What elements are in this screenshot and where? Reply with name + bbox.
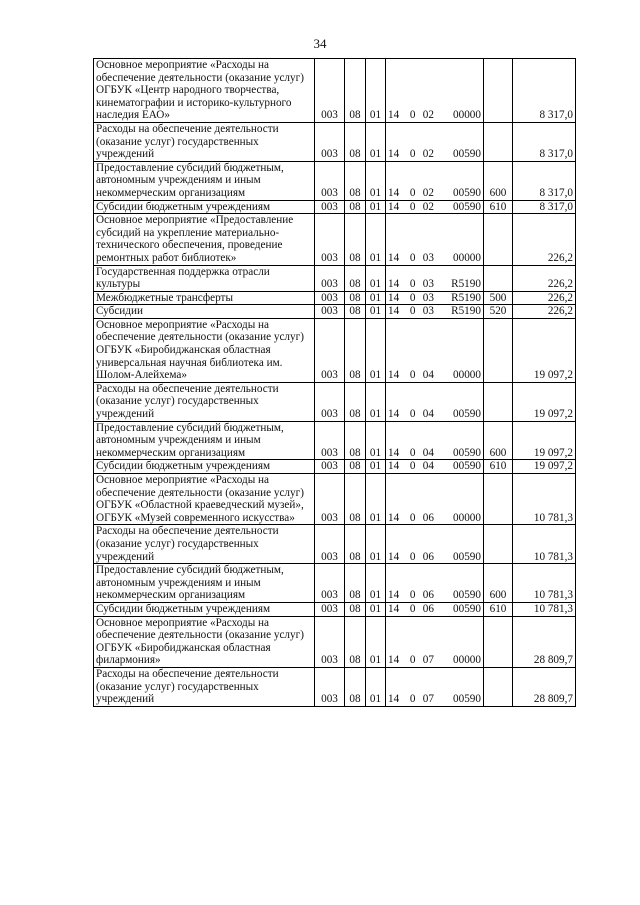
- section-code: 08: [345, 421, 366, 460]
- program-code: 14: [388, 291, 400, 304]
- expense-type-code: 520: [484, 305, 513, 319]
- direction-code: 00590: [453, 148, 481, 161]
- expense-type-code: 610: [484, 602, 513, 616]
- subprogram-code: 0: [409, 291, 416, 304]
- expense-type-code: 610: [484, 200, 513, 214]
- row-name: Основное мероприятие «Расходы на обеспечение деятельности (оказание услуг) ОГБУК «Центр народного творчества, кинематографии и историко-культурного наследия ЕАО»: [94, 59, 315, 123]
- section-code: 08: [345, 382, 366, 421]
- table-row: [94, 525, 576, 564]
- subprogram-code: 0: [409, 408, 416, 421]
- row-name: Субсидии: [94, 305, 315, 319]
- expense-type-code: [484, 474, 513, 525]
- direction-code: 00590: [453, 602, 481, 615]
- ministry-code: 003: [315, 564, 345, 603]
- expense-type-code: [484, 616, 513, 667]
- amount: 226,2: [513, 291, 576, 305]
- subsection-code: 01: [366, 59, 386, 123]
- direction-code: 00590: [453, 693, 481, 706]
- expense-type-code: [484, 525, 513, 564]
- subsection-code: 01: [366, 291, 386, 305]
- section-code: 08: [345, 616, 366, 667]
- program-code: 14: [388, 602, 400, 615]
- expense-type-code: [484, 59, 513, 123]
- row-name: Предоставление субсидий бюджетным, автономным учреждениям и иным некоммерческим организациям: [94, 564, 315, 603]
- amount: 19 097,2: [513, 318, 576, 382]
- amount: 19 097,2: [513, 382, 576, 421]
- amount: 226,2: [513, 214, 576, 265]
- amount: 10 781,3: [513, 525, 576, 564]
- expense-type-code: 610: [484, 460, 513, 474]
- direction-code: 00590: [453, 200, 481, 213]
- program-code: 14: [388, 460, 400, 473]
- table-row: [94, 200, 576, 214]
- subprogram-code: 0: [409, 278, 416, 291]
- subprogram-code: 0: [409, 460, 416, 473]
- ministry-code: 003: [315, 318, 345, 382]
- table-row: [94, 667, 576, 706]
- program-code: 14: [388, 589, 400, 602]
- row-name: Основное мероприятие «Расходы на обеспечение деятельности (оказание услуг) ОГБУК «Областной краеведческий музей», ОГБУК «Музей современного искусства»: [94, 474, 315, 525]
- activity-code: 03: [422, 291, 434, 304]
- expense-type-code: [484, 265, 513, 291]
- target-article-code: [386, 382, 484, 421]
- amount: 10 781,3: [513, 564, 576, 603]
- subprogram-code: 0: [409, 589, 416, 602]
- subprogram-code: 0: [409, 602, 416, 615]
- section-code: 08: [345, 161, 366, 200]
- activity-code: 06: [422, 511, 434, 524]
- expense-type-code: 600: [484, 161, 513, 200]
- subsection-code: 01: [366, 122, 386, 161]
- amount: 28 809,7: [513, 616, 576, 667]
- amount: 8 317,0: [513, 161, 576, 200]
- activity-code: 06: [422, 550, 434, 563]
- activity-code: 04: [422, 408, 434, 421]
- table-row: [94, 265, 576, 291]
- target-article-code: [386, 616, 484, 667]
- section-code: 08: [345, 59, 366, 123]
- direction-code: 00590: [453, 186, 481, 199]
- program-code: 14: [388, 305, 400, 318]
- ministry-code: 003: [315, 667, 345, 706]
- direction-code: 00590: [453, 446, 481, 459]
- program-code: 14: [388, 251, 400, 264]
- page-number: 34: [313, 36, 327, 51]
- row-name: Субсидии бюджетным учреждениям: [94, 460, 315, 474]
- amount: 19 097,2: [513, 421, 576, 460]
- subprogram-code: 0: [409, 369, 416, 382]
- subprogram-code: 0: [409, 446, 416, 459]
- program-code: 14: [388, 200, 400, 213]
- program-code: 14: [388, 446, 400, 459]
- subsection-code: 01: [366, 667, 386, 706]
- target-article-code: [386, 214, 484, 265]
- activity-code: 03: [422, 251, 434, 264]
- row-name: Государственная поддержка отрасли культуры: [94, 265, 315, 291]
- section-code: 08: [345, 460, 366, 474]
- ministry-code: 003: [315, 291, 345, 305]
- ministry-code: 003: [315, 214, 345, 265]
- expense-type-code: 600: [484, 564, 513, 603]
- activity-code: 02: [422, 148, 434, 161]
- row-name: Расходы на обеспечение деятельности (оказание услуг) государственных учреждений: [94, 667, 315, 706]
- subsection-code: 01: [366, 214, 386, 265]
- row-name: Расходы на обеспечение деятельности (оказание услуг) государственных учреждений: [94, 525, 315, 564]
- ministry-code: 003: [315, 602, 345, 616]
- table-row: [94, 616, 576, 667]
- table-row: [94, 564, 576, 603]
- direction-code: 00590: [453, 589, 481, 602]
- section-code: 08: [345, 291, 366, 305]
- subsection-code: 01: [366, 602, 386, 616]
- table-row: [94, 161, 576, 200]
- direction-code: 00000: [453, 654, 481, 667]
- table-row: [94, 291, 576, 305]
- ministry-code: 003: [315, 59, 345, 123]
- ministry-code: 003: [315, 460, 345, 474]
- expense-type-code: [484, 382, 513, 421]
- table-row: [94, 460, 576, 474]
- direction-code: 00000: [453, 511, 481, 524]
- table-row: [94, 602, 576, 616]
- subprogram-code: 0: [409, 148, 416, 161]
- expense-type-code: 500: [484, 291, 513, 305]
- program-code: 14: [388, 693, 400, 706]
- expense-type-code: [484, 122, 513, 161]
- target-article-code: [386, 602, 484, 616]
- target-article-code: [386, 460, 484, 474]
- section-code: 08: [345, 265, 366, 291]
- program-code: 14: [388, 109, 400, 122]
- ministry-code: 003: [315, 265, 345, 291]
- program-code: 14: [388, 511, 400, 524]
- row-name: Расходы на обеспечение деятельности (оказание услуг) государственных учреждений: [94, 122, 315, 161]
- target-article-code: [386, 474, 484, 525]
- subprogram-code: 0: [409, 305, 416, 318]
- target-article-code: [386, 421, 484, 460]
- subsection-code: 01: [366, 564, 386, 603]
- row-name: Основное мероприятие «Расходы на обеспечение деятельности (оказание услуг) ОГБУК «Биробиджанская областная филармония»: [94, 616, 315, 667]
- activity-code: 02: [422, 200, 434, 213]
- table-row: [94, 474, 576, 525]
- table-row: [94, 318, 576, 382]
- section-code: 08: [345, 564, 366, 603]
- subsection-code: 01: [366, 161, 386, 200]
- ministry-code: 003: [315, 421, 345, 460]
- ministry-code: 003: [315, 474, 345, 525]
- subsection-code: 01: [366, 474, 386, 525]
- amount: 10 781,3: [513, 474, 576, 525]
- subsection-code: 01: [366, 200, 386, 214]
- subprogram-code: 0: [409, 511, 416, 524]
- subsection-code: 01: [366, 421, 386, 460]
- table-row: [94, 421, 576, 460]
- section-code: 08: [345, 122, 366, 161]
- amount: 226,2: [513, 305, 576, 319]
- expense-type-code: [484, 667, 513, 706]
- target-article-code: [386, 59, 484, 123]
- table-row: [94, 382, 576, 421]
- subsection-code: 01: [366, 525, 386, 564]
- amount: 8 317,0: [513, 59, 576, 123]
- row-name: Основное мероприятие «Расходы на обеспечение деятельности (оказание услуг) ОГБУК «Биробиджанская областная универсальная научная библиотека им. Шолом-Алейхема»: [94, 318, 315, 382]
- expense-type-code: 600: [484, 421, 513, 460]
- activity-code: 02: [422, 109, 434, 122]
- table-row: [94, 59, 576, 123]
- section-code: 08: [345, 214, 366, 265]
- row-name: Субсидии бюджетным учреждениям: [94, 200, 315, 214]
- section-code: 08: [345, 305, 366, 319]
- subprogram-code: 0: [409, 654, 416, 667]
- direction-code: 00590: [453, 460, 481, 473]
- activity-code: 04: [422, 446, 434, 459]
- row-name: Основное мероприятие «Предоставление субсидий на укрепление материально-технического обеспечения, проведение ремонтных работ библиотек»: [94, 214, 315, 265]
- direction-code: 00000: [453, 369, 481, 382]
- row-name: Межбюджетные трансферты: [94, 291, 315, 305]
- activity-code: 03: [422, 278, 434, 291]
- target-article-code: [386, 200, 484, 214]
- direction-code: 00590: [453, 550, 481, 563]
- row-name: Предоставление субсидий бюджетным, автономным учреждениям и иным некоммерческим организациям: [94, 421, 315, 460]
- section-code: 08: [345, 602, 366, 616]
- target-article-code: [386, 265, 484, 291]
- subprogram-code: 0: [409, 200, 416, 213]
- expense-type-code: [484, 318, 513, 382]
- activity-code: 04: [422, 460, 434, 473]
- subprogram-code: 0: [409, 251, 416, 264]
- program-code: 14: [388, 550, 400, 563]
- target-article-code: [386, 318, 484, 382]
- subprogram-code: 0: [409, 550, 416, 563]
- direction-code: R5190: [451, 291, 481, 304]
- ministry-code: 003: [315, 200, 345, 214]
- activity-code: 03: [422, 305, 434, 318]
- target-article-code: [386, 161, 484, 200]
- ministry-code: 003: [315, 122, 345, 161]
- subsection-code: 01: [366, 265, 386, 291]
- target-article-code: [386, 291, 484, 305]
- target-article-code: [386, 122, 484, 161]
- program-code: 14: [388, 369, 400, 382]
- direction-code: 00590: [453, 408, 481, 421]
- amount: 226,2: [513, 265, 576, 291]
- amount: 8 317,0: [513, 122, 576, 161]
- target-article-code: [386, 525, 484, 564]
- section-code: 08: [345, 318, 366, 382]
- program-code: 14: [388, 186, 400, 199]
- section-code: 08: [345, 200, 366, 214]
- activity-code: 07: [422, 693, 434, 706]
- activity-code: 04: [422, 369, 434, 382]
- ministry-code: 003: [315, 161, 345, 200]
- amount: 10 781,3: [513, 602, 576, 616]
- target-article-code: [386, 564, 484, 603]
- table-row: [94, 305, 576, 319]
- subsection-code: 01: [366, 616, 386, 667]
- direction-code: 00000: [453, 251, 481, 264]
- ministry-code: 003: [315, 525, 345, 564]
- amount: 8 317,0: [513, 200, 576, 214]
- row-name: Предоставление субсидий бюджетным, автономным учреждениям и иным некоммерческим организациям: [94, 161, 315, 200]
- expense-type-code: [484, 214, 513, 265]
- direction-code: 00000: [453, 109, 481, 122]
- table-row: [94, 122, 576, 161]
- direction-code: R5190: [451, 305, 481, 318]
- direction-code: R5190: [451, 278, 481, 291]
- subsection-code: 01: [366, 382, 386, 421]
- subprogram-code: 0: [409, 109, 416, 122]
- amount: 19 097,2: [513, 460, 576, 474]
- activity-code: 07: [422, 654, 434, 667]
- ministry-code: 003: [315, 382, 345, 421]
- subprogram-code: 0: [409, 693, 416, 706]
- table-row: [94, 214, 576, 265]
- program-code: 14: [388, 408, 400, 421]
- section-code: 08: [345, 474, 366, 525]
- activity-code: 02: [422, 186, 434, 199]
- target-article-code: [386, 667, 484, 706]
- activity-code: 06: [422, 589, 434, 602]
- program-code: 14: [388, 278, 400, 291]
- target-article-code: [386, 305, 484, 319]
- section-code: 08: [345, 525, 366, 564]
- amount: 28 809,7: [513, 667, 576, 706]
- row-name: Субсидии бюджетным учреждениям: [94, 602, 315, 616]
- subsection-code: 01: [366, 305, 386, 319]
- program-code: 14: [388, 148, 400, 161]
- program-code: 14: [388, 654, 400, 667]
- subsection-code: 01: [366, 460, 386, 474]
- subsection-code: 01: [366, 318, 386, 382]
- activity-code: 06: [422, 602, 434, 615]
- ministry-code: 003: [315, 616, 345, 667]
- row-name: Расходы на обеспечение деятельности (оказание услуг) государственных учреждений: [94, 382, 315, 421]
- section-code: 08: [345, 667, 366, 706]
- subprogram-code: 0: [409, 186, 416, 199]
- budget-table: [93, 58, 576, 707]
- ministry-code: 003: [315, 305, 345, 319]
